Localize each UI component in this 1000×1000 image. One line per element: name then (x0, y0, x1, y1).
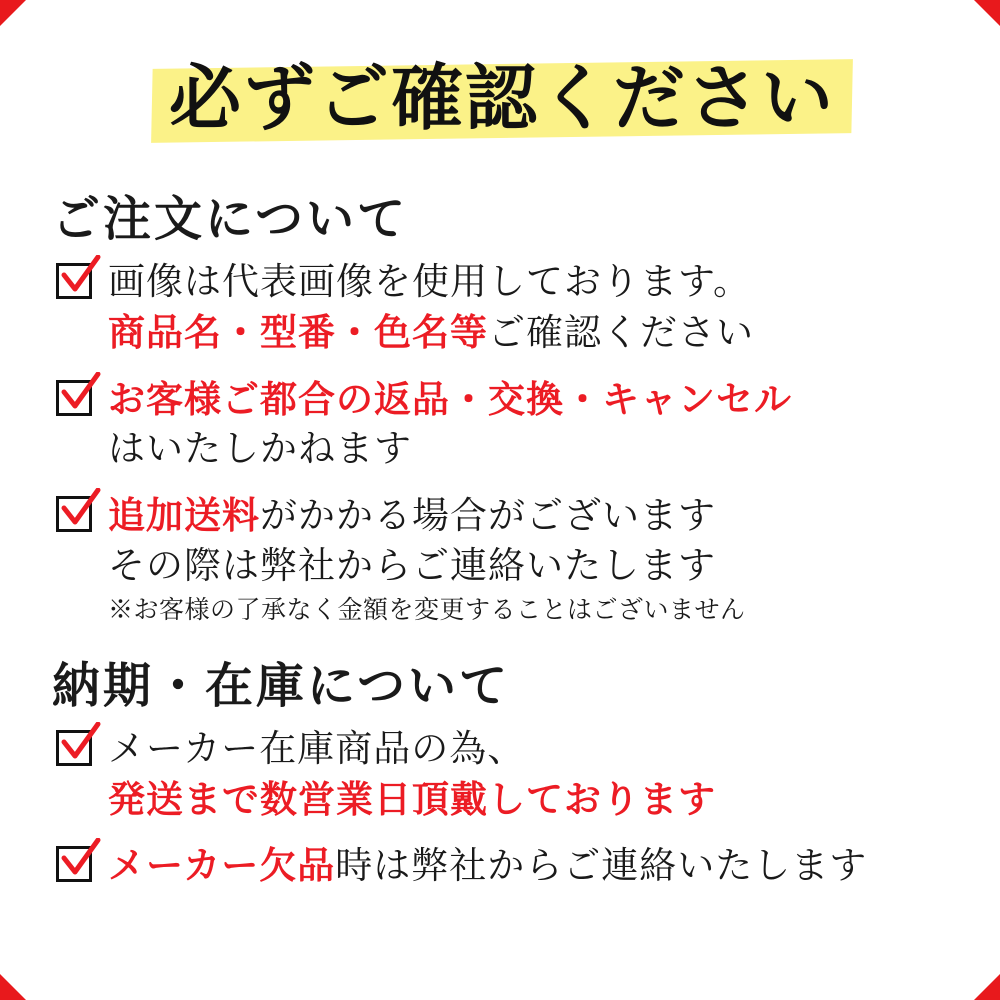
checkbox-checked-icon (56, 263, 98, 305)
list-item-line (108, 307, 960, 358)
list-item (44, 724, 960, 824)
corner-decoration-bottom-right (974, 974, 1000, 1000)
list-item-line: お客様ご都合の返品・交換・キャンセル (108, 377, 792, 421)
list-item-line-suffix: ご確認ください (488, 311, 754, 354)
list-item-text (108, 724, 960, 824)
list-item-text (108, 257, 960, 358)
checkbox-checked-icon (56, 380, 98, 422)
list-item-line-suffix: 時は弊社からご連絡いたします (335, 844, 868, 887)
list-item-line: 画像は代表画像を使用しております。 (108, 260, 752, 303)
list-item-line: 発送まで数営業日頂戴しております (108, 777, 716, 821)
section-heading-orders: ご注文について (52, 191, 409, 247)
section-heading-delivery-stock: 納期・在庫について (52, 658, 511, 714)
list-item-line: その際は弊社からご連絡いたします (108, 544, 716, 587)
emphasis-text: メーカー欠品 (108, 843, 336, 887)
list-item (44, 840, 960, 891)
list-item-text (108, 840, 960, 891)
checkbox-checked-icon (56, 496, 98, 538)
list-item-line (108, 840, 960, 891)
list-item-text (108, 374, 960, 474)
checkbox-checked-icon (56, 730, 98, 772)
list-item-line: メーカー在庫商品の為、 (108, 727, 526, 770)
corner-decoration-top-right (974, 0, 1000, 26)
emphasis-text: 追加送料 (108, 493, 260, 537)
page-title-text: 必ずご確認ください (168, 55, 835, 140)
list-item-text (108, 490, 960, 629)
corner-decoration-top-left (0, 0, 26, 26)
list-item (44, 374, 960, 474)
corner-decoration-bottom-left (0, 974, 26, 1000)
list-item-line (108, 490, 960, 541)
section-delivery-stock (44, 647, 960, 891)
page-title (44, 42, 960, 154)
list-item-line: はいたしかねます (108, 427, 412, 470)
section-orders (44, 180, 960, 629)
list-item (44, 490, 960, 629)
emphasis-text: 商品名・型番・色名等 (108, 310, 488, 354)
list-item-line-suffix: がかかる場合がございます (260, 494, 716, 537)
checkbox-checked-icon (56, 846, 98, 888)
list-item (44, 257, 960, 358)
list-item-note: ※お客様の了承なく金額を変更することはございません (108, 595, 746, 624)
